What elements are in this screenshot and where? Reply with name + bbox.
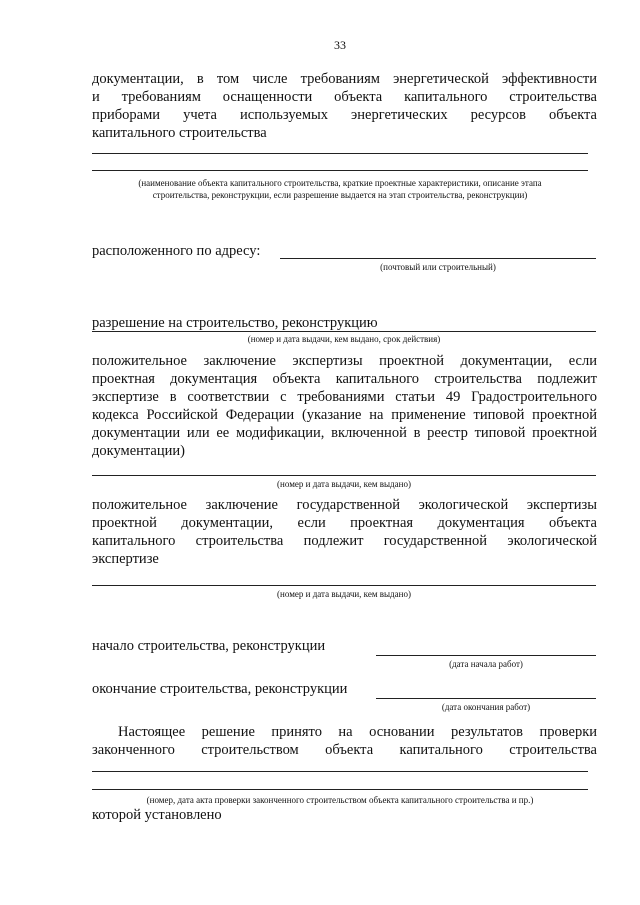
- start-hint: (дата начала работ): [449, 659, 523, 669]
- eco-expertise-hint: (номер и дата выдачи, кем выдано): [277, 589, 411, 599]
- paragraph-line: и требованиям оснащенности объекта капитального строительства: [92, 89, 597, 105]
- paragraph-line: экспертизе: [92, 551, 159, 567]
- blank-line[interactable]: [92, 153, 588, 154]
- paragraph-line: проектной документации, если проектная документация объекта: [92, 515, 597, 531]
- paragraph-line: положительное заключение государственной экологической экспертизы: [92, 497, 597, 513]
- field-hint: строительства, реконструкции, если разрешение выдается на этап строительства, реконструкции): [152, 190, 528, 200]
- paragraph-line: законченного строительством объекта капитального строительства: [92, 742, 597, 758]
- paragraph-line: кодекса Российской Федерации (указание на применение типовой проектной: [92, 407, 597, 423]
- field-hint: (наименование объекта капитального строительства, краткие проектные характеристики, описание этапа: [138, 178, 542, 188]
- end-hint: (дата окончания работ): [441, 702, 531, 712]
- paragraph-line: приборами учета используемых энергетических ресурсов объекта: [92, 107, 597, 123]
- end-label: окончание строительства, реконструкции: [92, 681, 348, 697]
- paragraph-line: документации или ее модификации, включенной в реестр типовой проектной: [92, 425, 597, 441]
- blank-line[interactable]: [92, 771, 588, 772]
- permit-hint: (номер и дата выдачи, кем выдано, срок действия): [247, 334, 441, 344]
- final-line: которой установлено: [92, 807, 222, 823]
- paragraph-line: положительное заключение экспертизы проектной документации, если: [92, 353, 597, 369]
- page-number: 33: [334, 38, 346, 52]
- paragraph-line: документации): [92, 443, 185, 459]
- address-label: расположенного по адресу:: [92, 243, 261, 259]
- blank-line[interactable]: [92, 789, 588, 790]
- paragraph-line: экспертизе в соответствии с требованиями статьи 49 Градостроительного: [92, 389, 597, 405]
- blank-line[interactable]: [92, 170, 588, 171]
- end-date-field[interactable]: [376, 698, 596, 699]
- paragraph-line: Настоящее решение принято на основании результатов проверки: [118, 724, 597, 740]
- paragraph-line: документации, в том числе требованиям энергетической эффективности: [92, 71, 597, 87]
- eco-expertise-field[interactable]: [92, 585, 596, 586]
- act-hint: (номер, дата акта проверки законченного строительством объекта капитального строительства и пр.): [146, 795, 534, 805]
- permit-label: разрешение на строительство, реконструкцию: [92, 315, 378, 331]
- paragraph-line: капитального строительства: [92, 125, 267, 141]
- address-hint: (почтовый или строительный): [380, 262, 496, 272]
- expertise-field[interactable]: [92, 475, 596, 476]
- expertise-hint: (номер и дата выдачи, кем выдано): [277, 479, 411, 489]
- paragraph-line: капитального строительства подлежит государственной экологической: [92, 533, 597, 549]
- start-label: начало строительства, реконструкции: [92, 638, 326, 654]
- address-field[interactable]: [280, 258, 596, 259]
- permit-field[interactable]: [92, 331, 596, 332]
- start-date-field[interactable]: [376, 655, 596, 656]
- paragraph-line: проектная документация объекта капитального строительства подлежит: [92, 371, 597, 387]
